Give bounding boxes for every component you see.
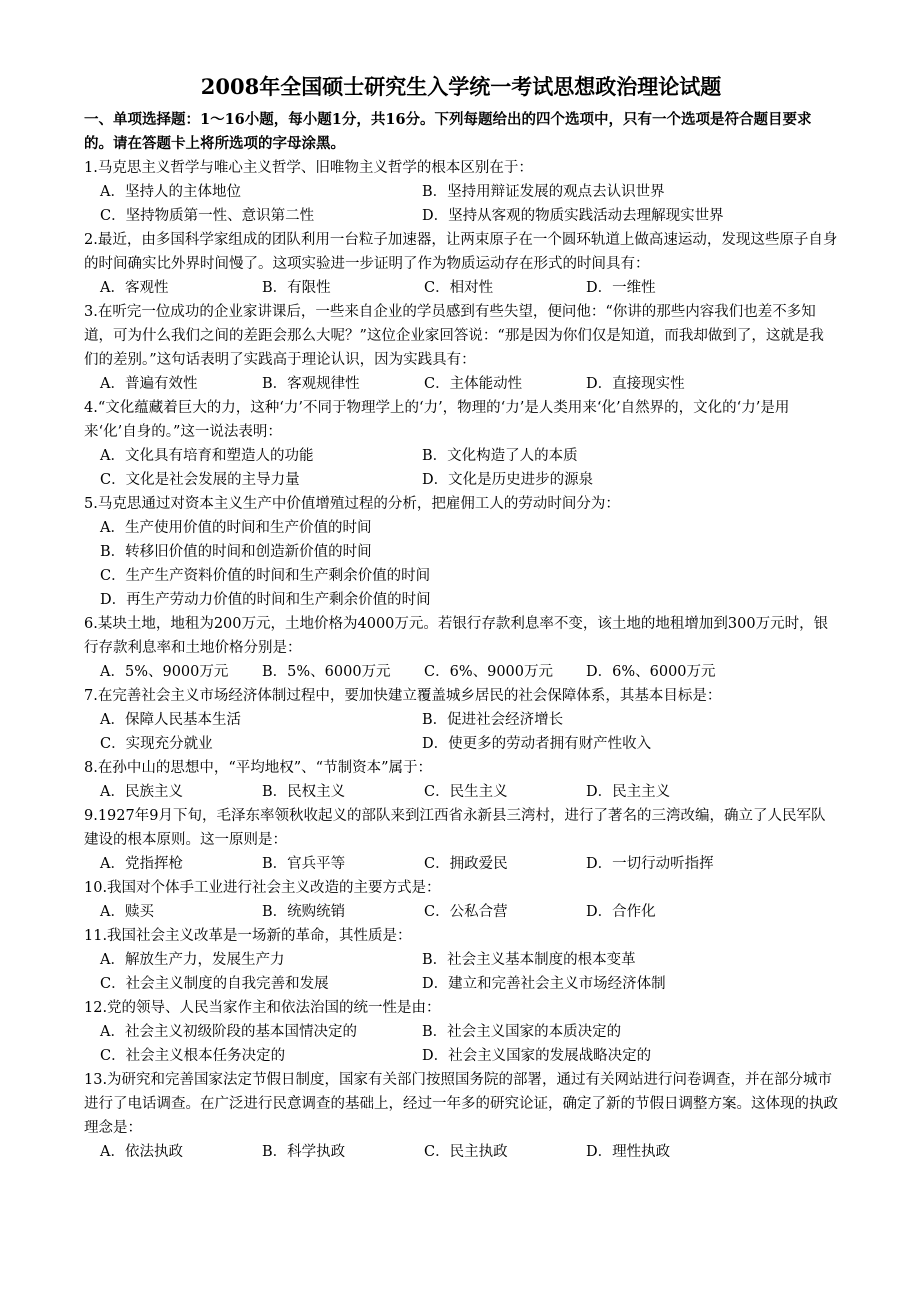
option-list [84,372,838,396]
option-b: B．统购统销 [262,904,346,920]
question-stem: 4.“文化蕴藏着巨大的力，这种‘力’不同于物理学上的‘力’，物理的‘力’是人类用来‘化’自然界的，文化的‘力’是用来‘化’自身的。”这一说法表明： [84,400,790,440]
section-heading: 一、单项选择题：1～16小题，每小题1分，共16分。下列每题给出的四个选项中，只有一个选项是符合题目要求的。请在答题卡上将所选项的字母涂黑。 [84,111,812,152]
question-10 [84,876,838,924]
option-b: B．坚持用辩证发展的观点去认识世界 [422,184,665,200]
option-c: C．生产生产资料价值的时间和生产剩余价值的时间 [100,568,431,584]
option-list [84,276,838,300]
option-b: B．官兵平等 [262,856,346,872]
question-11 [84,924,838,996]
option-c: C．公私合营 [424,904,508,920]
option-b: B．社会主义基本制度的根本变革 [422,952,636,968]
option-a: A．文化具有培育和塑造人的功能 [100,448,314,464]
option-list [84,660,838,684]
option-c: C．社会主义根本任务决定的 [100,1048,286,1064]
option-list [84,900,838,924]
option-c: C．民主执政 [424,1144,508,1160]
option-a: A．党指挥枪 [100,856,183,872]
option-d: D．建立和完善社会主义市场经济体制 [422,976,666,992]
question-stem: 2.最近，由多国科学家组成的团队利用一台粒子加速器，让两束原子在一个圆环轨道上做高速运动，发现这些原子自身的时间确实比外界时间慢了。这项实验进一步证明了作为物质运动存在形式的时间具有： [84,232,838,272]
option-c: C．相对性 [424,280,494,296]
option-d: D．民主主义 [586,784,671,800]
option-d: D．使更多的劳动者拥有财产性收入 [422,736,652,752]
question-2 [84,228,838,300]
option-c: C．民生主义 [424,784,508,800]
question-stem: 5.马克思通过对资本主义生产中价值增殖过程的分析，把雇佣工人的劳动时间分为： [84,496,620,512]
option-b: B．民权主义 [262,784,346,800]
option-list [84,852,838,876]
question-stem: 11.我国社会主义改革是一场新的革命，其性质是： [84,928,412,944]
question-6 [84,612,838,684]
option-b: B．5%、6000万元 [262,664,391,680]
option-d: D．直接现实性 [586,376,685,392]
option-c: C．6%、9000万元 [424,664,553,680]
question-3 [84,300,838,396]
option-d: D．一维性 [586,280,656,296]
option-b: B．客观规律性 [262,376,360,392]
question-stem: 8.在孙中山的思想中，“平均地权”、“节制资本”属于： [84,760,432,776]
option-list [84,516,838,612]
option-c: C．坚持物质第一性、意识第二性 [100,208,315,224]
option-list [84,708,838,756]
option-d: D．坚持从客观的物质实践活动去理解现实世界 [422,208,724,224]
option-a: A．保障人民基本生活 [100,712,241,728]
option-list [84,1020,838,1068]
question-9 [84,804,838,876]
option-d: D．社会主义国家的发展战略决定的 [422,1048,652,1064]
question-7 [84,684,838,756]
option-b: B．促进社会经济增长 [422,712,564,728]
option-c: C．实现充分就业 [100,736,213,752]
question-5 [84,492,838,612]
option-a: A．民族主义 [100,784,183,800]
question-stem: 3.在听完一位成功的企业家讲课后，一些来自企业的学员感到有些失望，便问他：“你讲的那些内容我们也差不多知道，可为什么我们之间的差距会那么大呢？”这位企业家回答说：“那是因为你们仅是知道，而我却做到了，这就是我们的差别。”这句话表明了实践高于理论认识，因为实践具有： [84,304,824,368]
question-list [84,156,838,1164]
option-b: B．转移旧价值的时间和创造新价值的时间 [100,544,372,560]
option-a: A．普遍有效性 [100,376,198,392]
question-stem: 1.马克思主义哲学与唯心主义哲学、旧唯物主义哲学的根本区别在于： [84,160,533,176]
option-list [84,1140,838,1164]
question-stem: 12.党的领导、人民当家作主和依法治国的统一性是由： [84,1000,441,1016]
question-12 [84,996,838,1068]
question-stem: 7.在完善社会主义市场经济体制过程中，要加快建立覆盖城乡居民的社会保障体系，其基本目标是： [84,688,722,704]
option-a: A．坚持人的主体地位 [100,184,241,200]
option-a: A．客观性 [100,280,169,296]
option-d: D．再生产劳动力价值的时间和生产剩余价值的时间 [100,592,431,608]
option-b: B．社会主义国家的本质决定的 [422,1024,622,1040]
option-list [84,180,838,228]
option-d: D．理性执政 [586,1144,671,1160]
option-c: C．拥政爱民 [424,856,508,872]
question-1 [84,156,838,228]
option-d: D．文化是历史进步的源泉 [422,472,594,488]
option-a: A．依法执政 [100,1144,183,1160]
option-list [84,948,838,996]
question-stem: 6.某块土地，地租为200万元，土地价格为4000万元。若银行存款利息率不变，该土地的地租增加到300万元时，银行存款利息率和土地价格分别是： [84,616,829,656]
question-4 [84,396,838,492]
option-b: B．有限性 [262,280,331,296]
option-d: D．6%、6000万元 [586,664,716,680]
option-c: C．社会主义制度的自我完善和发展 [100,976,329,992]
question-stem: 10.我国对个体手工业进行社会主义改造的主要方式是： [84,880,441,896]
option-list [84,780,838,804]
exam-page [84,70,838,1164]
question-stem: 13.为研究和完善国家法定节假日制度，国家有关部门按照国务院的部署，通过有关网站进行问卷调查，并在部分城市进行了电话调查。在广泛进行民意调查的基础上，经过一年多的研究论证，确定了新的节假日调整方案。这体现的执政理念是： [84,1072,838,1136]
option-a: A．社会主义初级阶段的基本国情决定的 [100,1024,357,1040]
option-list [84,444,838,492]
option-b: B．文化构造了人的本质 [422,448,578,464]
question-8 [84,756,838,804]
option-b: B．科学执政 [262,1144,346,1160]
option-a: A．生产使用价值的时间和生产价值的时间 [100,520,372,536]
exam-title: 2008年全国硕士研究生入学统一考试思想政治理论试题 [200,74,722,99]
question-stem: 9.1927年9月下旬，毛泽东率领秋收起义的部队来到江西省永新县三湾村，进行了著名的三湾改编，确立了人民军队建设的根本原则。这一原则是： [84,808,826,848]
option-a: A．赎买 [100,904,154,920]
option-c: C．主体能动性 [424,376,523,392]
option-d: D．一切行动听指挥 [586,856,714,872]
option-a: A．5%、9000万元 [100,664,229,680]
option-c: C．文化是社会发展的主导力量 [100,472,300,488]
question-13 [84,1068,838,1164]
option-a: A．解放生产力，发展生产力 [100,952,285,968]
option-d: D．合作化 [586,904,656,920]
